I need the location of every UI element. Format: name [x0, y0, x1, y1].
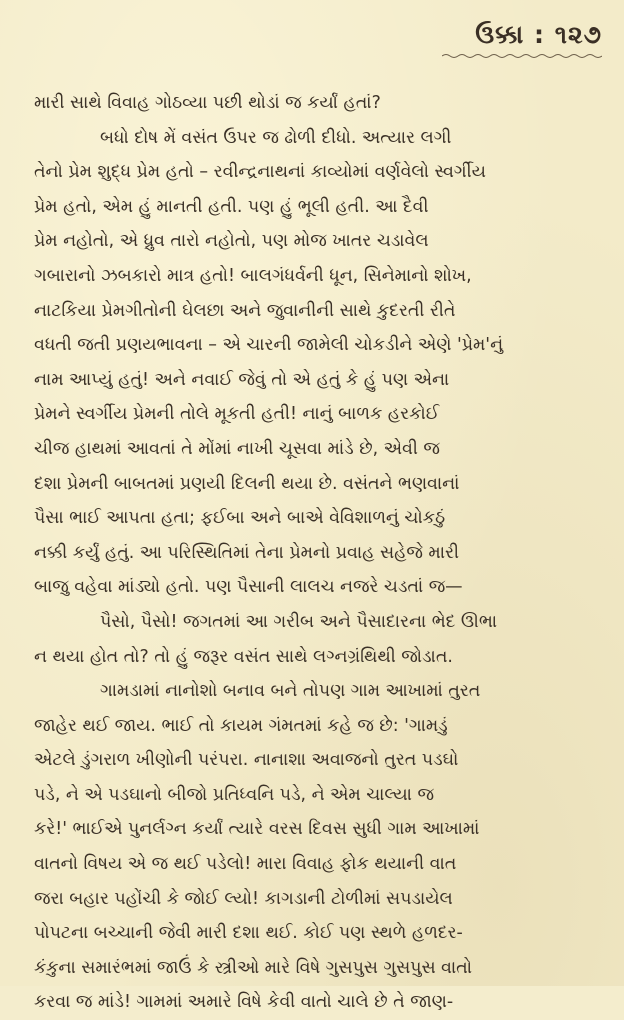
text-line: એટલે ડુંગરાળ ખીણોની પરંપરા. નાનાશા અવાજનો તુરત પડઘો: [34, 750, 459, 771]
text-line: દશા પ્રેમની બાબતમાં પ્રણયી દિલની થયા છે. વસંતને ભણવાનાં: [34, 473, 460, 494]
text-line: પૈસા ભાઈ આપતા હતા; ફઈબા અને બાએ વેવિશાળનું ચોકઠું: [34, 508, 446, 529]
text-line: પ્રેમને સ્વર્ગીય પ્રેમની તોલે મૂકતી હતી! નાનું બાળક હરકોઈ: [34, 404, 440, 425]
text-line: જરા બહાર પહોંચી કે જોઈ લ્યો! કાગડાની ટોળીમાં સપડાયેલ: [34, 888, 453, 909]
text-line: પડે, ને એ પડઘાનો બીજો પ્રતિધ્વનિ પડે, ને એમ ચાલ્યા જ: [34, 784, 434, 805]
text-line: ગામડામાં નાનોશો બનાવ બને તોપણ ગામ આખામાં તુરત: [100, 681, 481, 702]
text-line: નાટકિયા પ્રેમગીતોની ઘેલછા અને જુવાનીની સાથે કુદરતી રીતે: [34, 300, 456, 321]
decorative-wavy-rule: [442, 53, 602, 59]
text-line: વાતનો વિષય એ જ થઈ પડેલો! મારા વિવાહ ફોક થયાની વાત: [34, 854, 457, 875]
text-line: નામ આપ્યું હતું! અને નવાઈ જેવું તો એ હતું કે હું પણ એના: [34, 369, 450, 390]
text-line: જાહેર થઈ જાય. ભાઈ તો કાયમ ગંમતમાં કહે જ છે: 'ગામડું: [34, 715, 448, 736]
text-line: પોપટના બચ્ચાની જેવી મારી દશા થઈ. કોઈ પણ સ્થળે હળદર-: [34, 923, 463, 944]
text-line: ન થયા હોત તો? તો હું જરૂર વસંત સાથે લગ્નગ્રંથિથી જોડાત.: [34, 646, 453, 667]
body-text: [34, 86, 604, 1020]
text-line: તેનો પ્રેમ શુદ્ધ પ્રેમ હતો – રવીન્દ્રનાથનાં કાવ્યોમાં વર્ણવેલો સ્વર્ગીય: [34, 162, 486, 183]
text-line: કંકુના સમારંભમાં જાઉં કે સ્ત્રીઓ મારે વિષે ગુસપુસ ગુસપુસ વાતો: [34, 957, 473, 978]
text-line: મારી સાથે વિવાહ ગોઠવ્યા પછી થોડાં જ કર્યાં હતાં?: [34, 93, 381, 113]
page-number: ઉક્કા : ૧૨૭: [475, 20, 602, 49]
text-line: બાજુ વહેવા માંડ્યો હતો. પણ પૈસાની લાલચ નજરે ચડતાં જ—: [34, 577, 463, 598]
text-line: ગબારાનો ઝબકારો માત્ર હતો! બાલગંધર્વની ધૂન, સિનેમાનો શોખ,: [34, 265, 472, 286]
text-line: ચીજ હાથમાં આવતાં તે મોંમાં નાખી ચૂસવા માંડે છે, એવી જ: [34, 438, 440, 459]
text-line: પ્રેમ હતો, એમ હું માનતી હતી. પણ હું ભૂલી હતી. આ દૈવી: [34, 196, 429, 217]
page-header: [442, 20, 602, 59]
text-line: કરવા જ માંડે! ગામમાં અમારે વિષે કેવી વાતો ચાલે છે તે જાણ-: [34, 992, 454, 1013]
text-line: પૈસો, પૈસો! જગતમાં આ ગરીબ અને પૈસાદારના ભેદ ઊભા: [100, 611, 498, 632]
text-line: કરે!' ભાઈએ પુનર્લગ્ન કર્યાં ત્યારે વરસ દિવસ સુધી ગામ આખામાં: [34, 819, 480, 840]
text-line: વધતી જતી પ્રણયભાવના – એ ચારની જામેલી ચોકડીને એણે 'પ્રેમ'નું: [34, 335, 504, 356]
text-line: પ્રેમ નહોતો, એ ધ્રુવ તારો નહોતો, પણ મોજ ખાતર ચડાવેલ: [34, 231, 429, 252]
text-line: નક્કી કર્યું હતું. આ પરિસ્થિતિમાં તેના પ્રેમનો પ્રવાહ સહેજે મારી: [34, 542, 459, 563]
text-line: બધો દોષ મેં વસંત ઉપર જ ઢોળી દીધો. અત્યાર લગી: [100, 127, 452, 148]
